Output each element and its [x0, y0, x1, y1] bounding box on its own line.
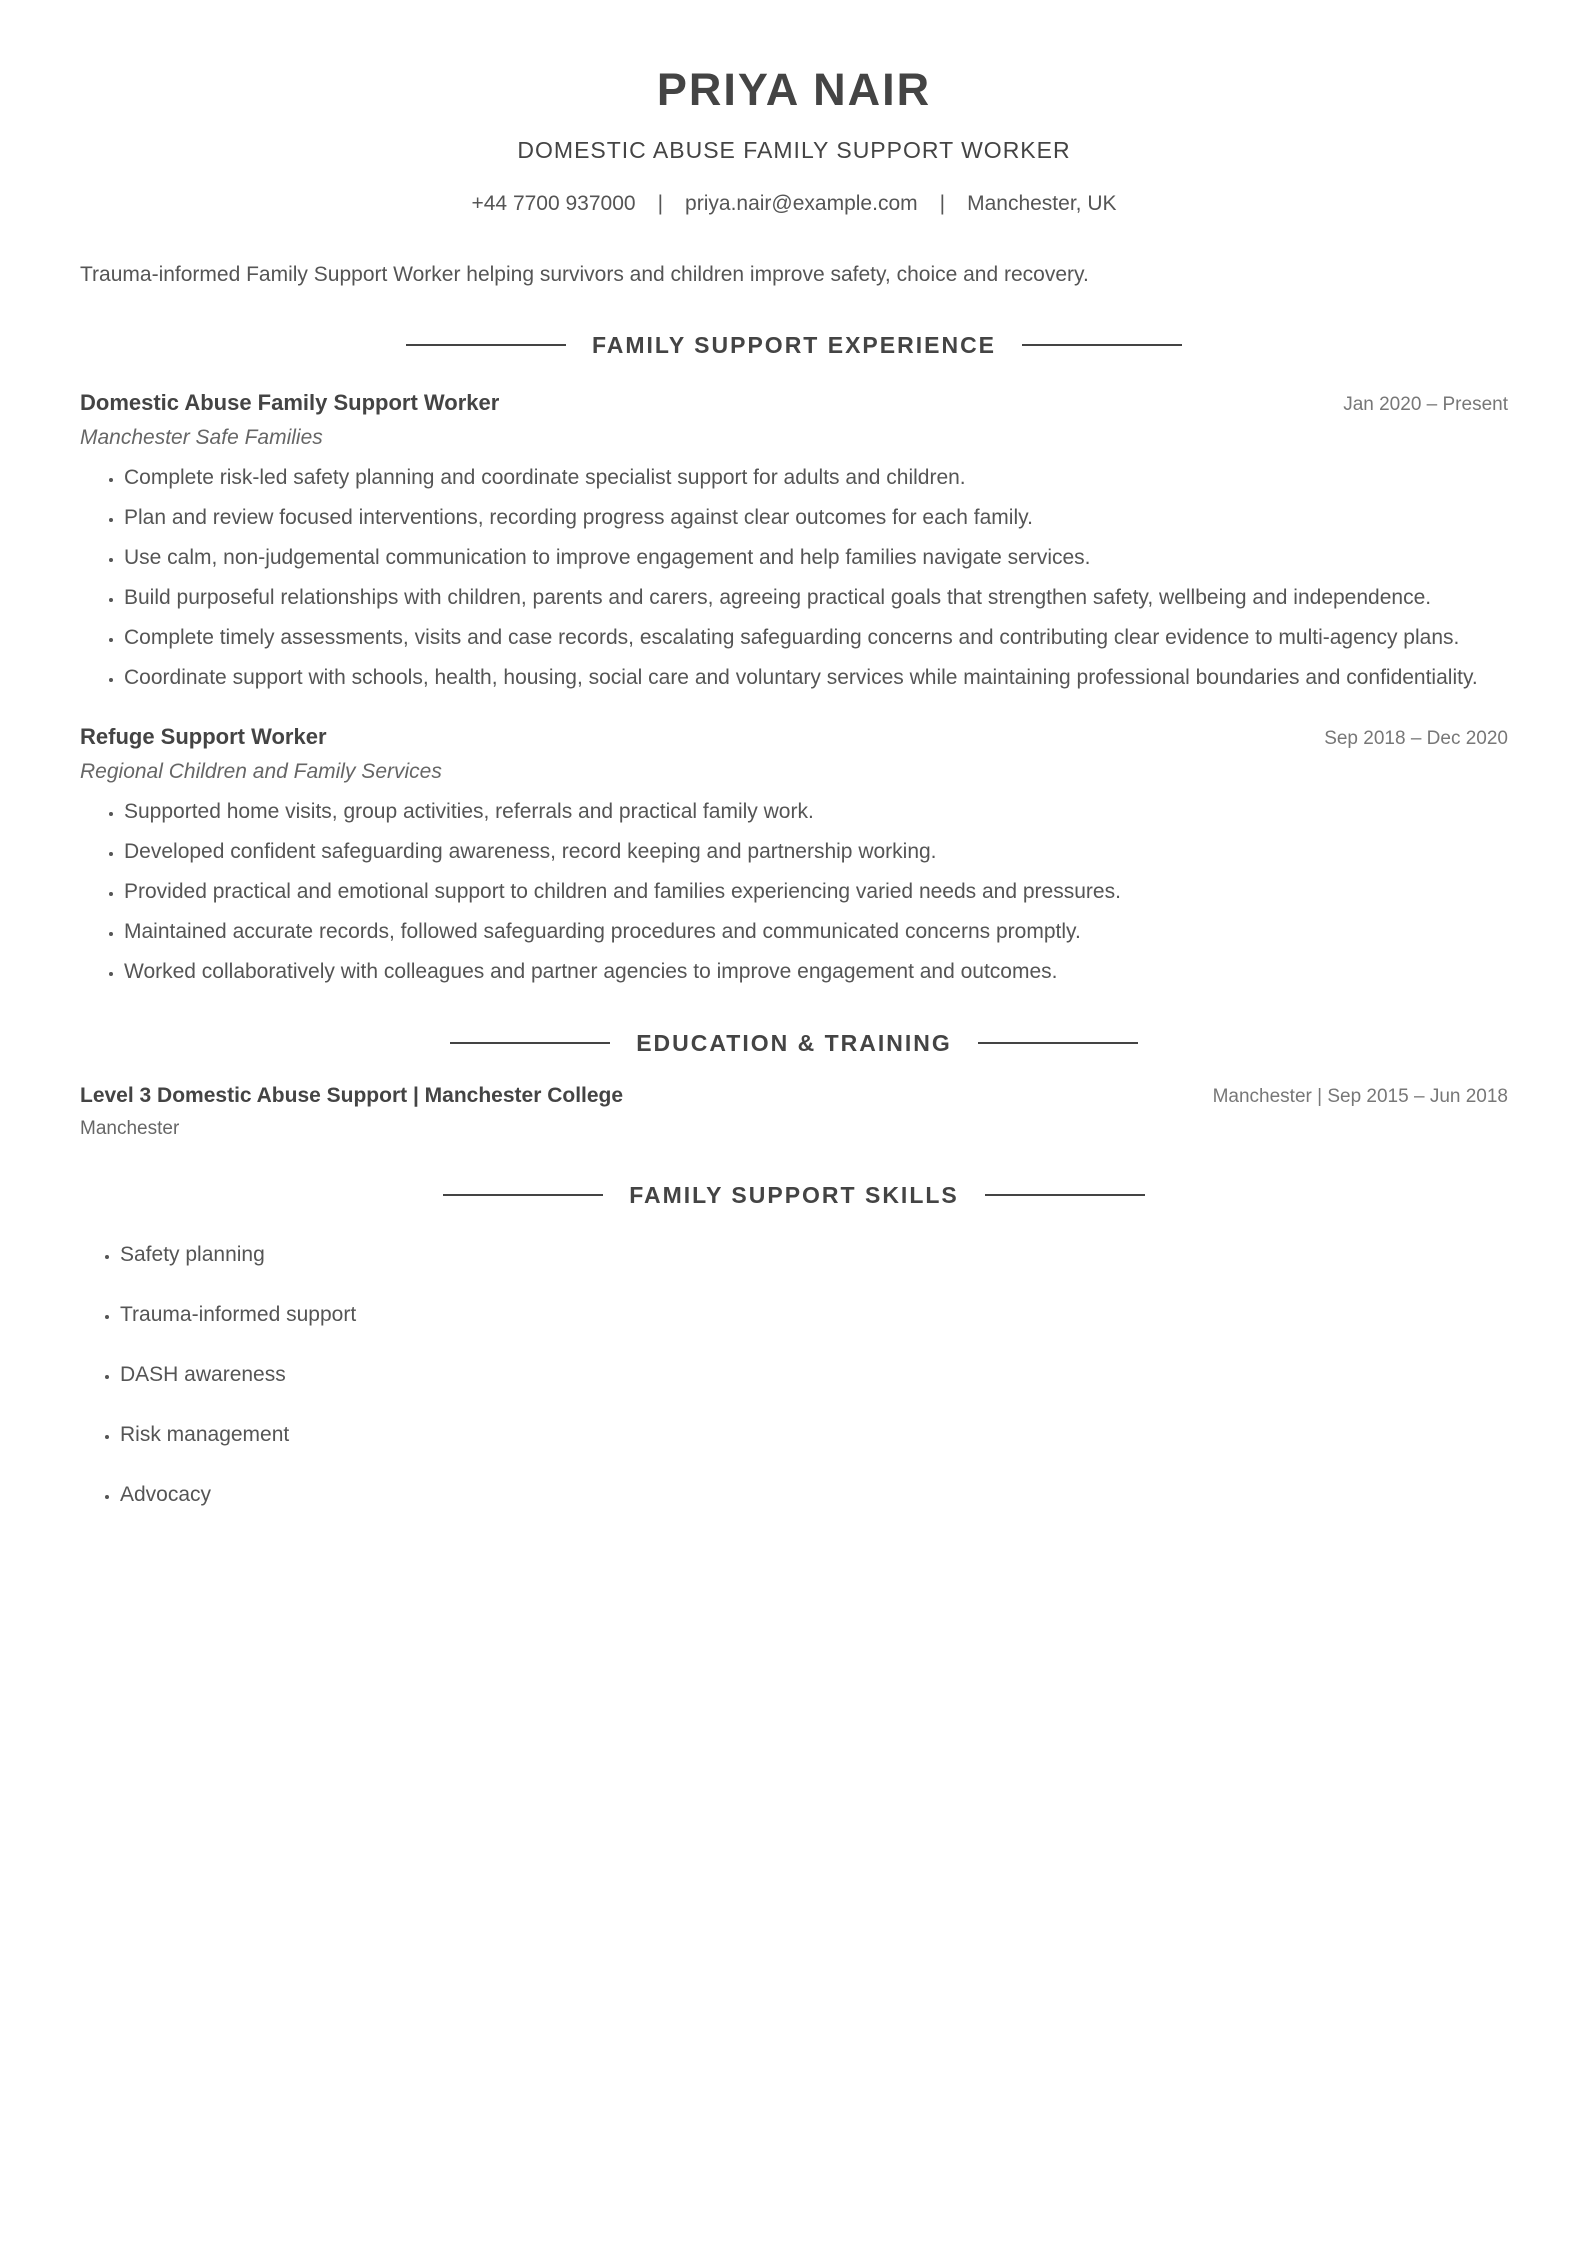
job-title: Refuge Support Worker: [80, 724, 327, 749]
job-bullet: • Coordinate support with schools, health, housing, social care and voluntary services while maintaining professional boundaries and confidentiality.: [124, 662, 1508, 694]
job-entry: [80, 390, 1508, 694]
education-location: Manchester: [80, 1118, 180, 1139]
heading-rule: [450, 1042, 610, 1044]
skills-list: [80, 1240, 1508, 1510]
job-bullet: • Use calm, non-judgemental communication to improve engagement and help families navigate services.: [124, 542, 1508, 574]
skill-item: • Advocacy: [120, 1480, 1508, 1510]
section-heading-skills: [80, 1180, 1508, 1210]
contact-separator: |: [657, 192, 664, 215]
job-title: Domestic Abuse Family Support Worker: [80, 390, 500, 415]
job-organisation: Manchester Safe Families: [80, 426, 323, 449]
skill-item: • DASH awareness: [120, 1360, 1508, 1390]
candidate-name: PRIYA NAIR: [656, 64, 932, 115]
job-bullet: • Developed confident safeguarding awareness, record keeping and partnership working.: [124, 836, 1508, 868]
heading-rule: [406, 344, 566, 346]
skill-item: • Trauma-informed support: [120, 1300, 1508, 1330]
job-bullet: • Plan and review focused interventions, recording progress against clear outcomes for each family.: [124, 502, 1508, 534]
contact-email: priya.nair@example.com: [685, 192, 918, 215]
section-heading-experience: [80, 330, 1508, 360]
contact-location: Manchester, UK: [967, 192, 1117, 215]
heading-rule: [443, 1194, 603, 1196]
heading-rule: [985, 1194, 1145, 1196]
skill-item: • Safety planning: [120, 1240, 1508, 1270]
job-bullet: • Provided practical and emotional support to children and families experiencing varied needs and pressures.: [124, 876, 1508, 908]
profile-summary: Trauma-informed Family Support Worker helping survivors and children improve safety, choice and recovery.: [80, 263, 1089, 286]
heading-rule: [978, 1042, 1138, 1044]
candidate-headline: DOMESTIC ABUSE FAMILY SUPPORT WORKER: [517, 137, 1071, 163]
job-bullets: [80, 462, 1508, 694]
heading-rule: [1022, 344, 1182, 346]
job-bullet: • Supported home visits, group activities, referrals and practical family work.: [124, 796, 1508, 828]
job-bullet: • Build purposeful relationships with children, parents and carers, agreeing practical goals that strengthen safety, wellbeing and independence.: [124, 582, 1508, 614]
section-heading-label: FAMILY SUPPORT EXPERIENCE: [591, 331, 997, 358]
job-organisation: Regional Children and Family Services: [80, 760, 442, 783]
contact-line: [80, 190, 1508, 218]
section-heading-label: FAMILY SUPPORT SKILLS: [629, 1181, 959, 1208]
job-header: [80, 390, 1508, 416]
job-dates: Jan 2020 – Present: [1343, 394, 1508, 415]
job-header: [80, 724, 1508, 750]
education-meta: Manchester | Sep 2015 – Jun 2018: [1212, 1086, 1508, 1107]
section-heading-label: EDUCATION & TRAINING: [636, 1029, 952, 1056]
education-header: [80, 1084, 1508, 1108]
job-bullet: • Maintained accurate records, followed safeguarding procedures and communicated concerns promptly.: [124, 916, 1508, 948]
job-dates: Sep 2018 – Dec 2020: [1324, 728, 1508, 749]
job-bullet: • Complete risk-led safety planning and coordinate specialist support for adults and children.: [124, 462, 1508, 494]
section-heading-education: [80, 1028, 1508, 1058]
job-entry: [80, 724, 1508, 988]
job-bullet: • Worked collaboratively with colleagues and partner agencies to improve engagement and outcomes.: [124, 956, 1508, 988]
skill-item: • Risk management: [120, 1420, 1508, 1450]
contact-phone: +44 7700 937000: [471, 192, 636, 215]
job-bullet: • Complete timely assessments, visits and case records, escalating safeguarding concerns and contributing clear evidence to multi-agency plans.: [124, 622, 1508, 654]
contact-separator: |: [939, 192, 946, 215]
job-bullets: [80, 796, 1508, 988]
education-entry: [80, 1084, 1508, 1140]
education-title: Level 3 Domestic Abuse Support | Manchester College: [80, 1084, 624, 1107]
